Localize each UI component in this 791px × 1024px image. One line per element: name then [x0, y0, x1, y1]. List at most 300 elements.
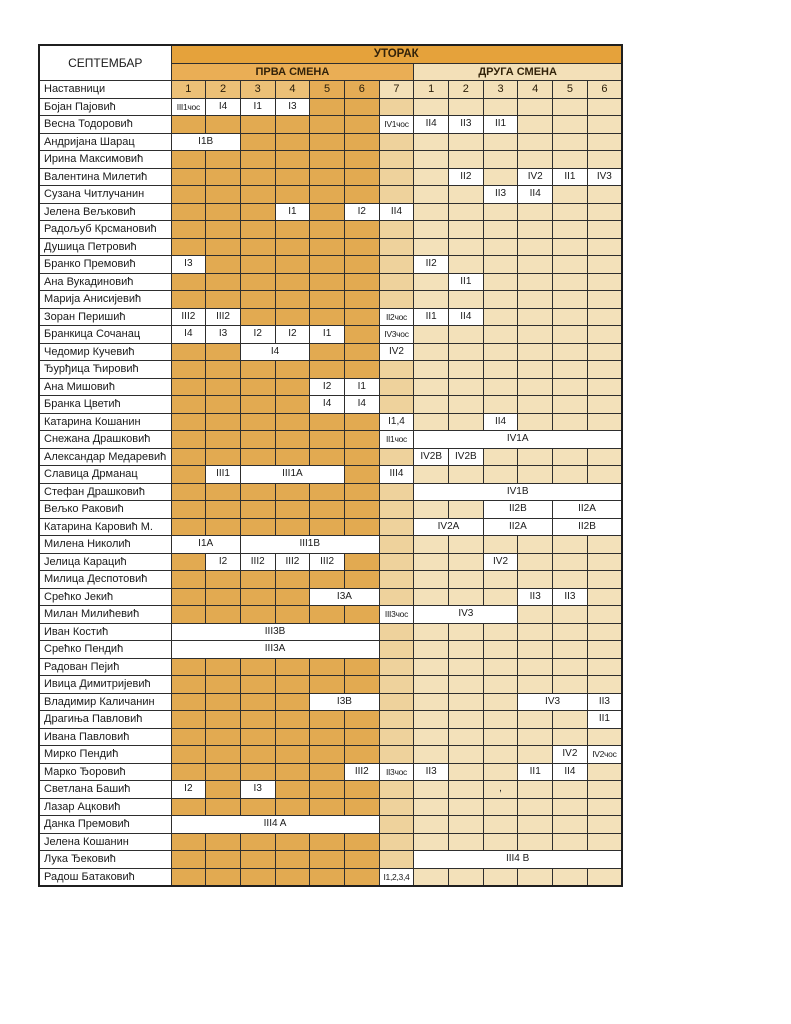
empty-cell: [449, 326, 484, 344]
empty-cell: [449, 676, 484, 694]
empty-cell: [206, 361, 241, 379]
teacher-row: [39, 308, 622, 326]
teacher-row: [39, 361, 622, 379]
empty-cell: [206, 256, 241, 274]
empty-cell: [240, 728, 275, 746]
empty-cell: [275, 378, 310, 396]
empty-cell: [379, 256, 414, 274]
empty-cell: [240, 221, 275, 239]
empty-cell: [518, 466, 553, 484]
empty-cell: [344, 116, 379, 134]
empty-cell: [449, 623, 484, 641]
empty-cell: [344, 256, 379, 274]
empty-cell: [379, 221, 414, 239]
schedule-cell: IV3: [587, 168, 622, 186]
empty-cell: [449, 728, 484, 746]
empty-cell: [206, 711, 241, 729]
shift1-period-1: 1: [171, 81, 206, 99]
teacher-name: Зоран Перишић: [39, 308, 171, 326]
empty-cell: [518, 273, 553, 291]
schedule-cell: III4: [379, 466, 414, 484]
empty-cell: [379, 728, 414, 746]
schedule-cell: I2: [275, 326, 310, 344]
empty-cell: [344, 168, 379, 186]
empty-cell: [587, 378, 622, 396]
empty-cell: [310, 273, 345, 291]
schedule-cell: II2A: [483, 518, 552, 536]
empty-cell: [449, 693, 484, 711]
empty-cell: [483, 203, 518, 221]
empty-cell: [553, 833, 588, 851]
empty-cell: [344, 501, 379, 519]
empty-cell: [449, 221, 484, 239]
schedule-cell: II1чос: [379, 431, 414, 449]
empty-cell: [518, 816, 553, 834]
shift1-period-5: 5: [310, 81, 345, 99]
empty-cell: [483, 151, 518, 169]
teacher-name: Валентина Милетић: [39, 168, 171, 186]
teacher-name: Катарина Каровић М.: [39, 518, 171, 536]
schedule-cell: II2A: [553, 501, 622, 519]
empty-cell: [449, 151, 484, 169]
empty-cell: [518, 378, 553, 396]
empty-cell: [206, 186, 241, 204]
empty-cell: [344, 413, 379, 431]
schedule-cell: IV2: [553, 746, 588, 764]
empty-cell: [449, 238, 484, 256]
empty-cell: [449, 203, 484, 221]
empty-cell: [240, 833, 275, 851]
teacher-name: Сузана Читлучанин: [39, 186, 171, 204]
empty-cell: [344, 98, 379, 116]
empty-cell: [449, 746, 484, 764]
schedule-cell: III2: [344, 763, 379, 781]
empty-cell: [483, 676, 518, 694]
empty-cell: [240, 658, 275, 676]
empty-cell: [553, 676, 588, 694]
empty-cell: [240, 763, 275, 781]
empty-cell: [310, 291, 345, 309]
empty-cell: [344, 361, 379, 379]
empty-cell: [344, 781, 379, 799]
teacher-name: Светлана Башић: [39, 781, 171, 799]
empty-cell: [379, 273, 414, 291]
empty-cell: [379, 798, 414, 816]
empty-cell: [206, 571, 241, 589]
empty-cell: [587, 221, 622, 239]
empty-cell: [275, 168, 310, 186]
empty-cell: [379, 448, 414, 466]
empty-cell: [414, 571, 449, 589]
empty-cell: [379, 133, 414, 151]
teacher-row: [39, 711, 622, 729]
empty-cell: [449, 396, 484, 414]
empty-cell: [379, 676, 414, 694]
empty-cell: [275, 413, 310, 431]
empty-cell: [344, 833, 379, 851]
schedule-cell: I4: [171, 326, 206, 344]
empty-cell: [171, 711, 206, 729]
empty-cell: [414, 343, 449, 361]
schedule-cell: II3: [483, 186, 518, 204]
empty-cell: [587, 781, 622, 799]
schedule-cell: III1чос: [171, 98, 206, 116]
empty-cell: [240, 571, 275, 589]
empty-cell: [344, 291, 379, 309]
schedule-cell: III2: [171, 308, 206, 326]
empty-cell: [379, 781, 414, 799]
empty-cell: [310, 98, 345, 116]
empty-cell: [449, 413, 484, 431]
shift2-period-4: 4: [518, 81, 553, 99]
empty-cell: [171, 186, 206, 204]
empty-cell: [414, 291, 449, 309]
empty-cell: [206, 203, 241, 221]
empty-cell: [275, 658, 310, 676]
schedule-cell: II2B: [483, 501, 552, 519]
empty-cell: [414, 798, 449, 816]
empty-cell: [206, 273, 241, 291]
teacher-name: Радован Пејић: [39, 658, 171, 676]
empty-cell: [483, 763, 518, 781]
empty-cell: [414, 151, 449, 169]
empty-cell: [171, 606, 206, 624]
empty-cell: [310, 763, 345, 781]
empty-cell: [587, 238, 622, 256]
teacher-name: Јелена Вељковић: [39, 203, 171, 221]
empty-cell: [587, 273, 622, 291]
empty-cell: [275, 763, 310, 781]
shift2-period-5: 5: [553, 81, 588, 99]
empty-cell: [310, 798, 345, 816]
empty-cell: [553, 291, 588, 309]
empty-cell: [379, 851, 414, 869]
empty-cell: [553, 98, 588, 116]
empty-cell: [171, 571, 206, 589]
schedule-cell: IV2чос: [587, 746, 622, 764]
empty-cell: [240, 361, 275, 379]
schedule-cell: I4: [310, 396, 345, 414]
schedule-cell: IV3: [518, 693, 587, 711]
empty-cell: [171, 431, 206, 449]
empty-cell: [449, 536, 484, 554]
empty-cell: [414, 98, 449, 116]
schedule-cell: III1: [206, 466, 241, 484]
empty-cell: [310, 518, 345, 536]
schedule-cell: III4 A: [171, 816, 379, 834]
empty-cell: [553, 798, 588, 816]
empty-cell: [379, 588, 414, 606]
empty-cell: [483, 711, 518, 729]
empty-cell: [310, 781, 345, 799]
empty-cell: [587, 798, 622, 816]
empty-cell: [414, 553, 449, 571]
empty-cell: [414, 203, 449, 221]
empty-cell: [379, 711, 414, 729]
empty-cell: [275, 238, 310, 256]
empty-cell: [206, 448, 241, 466]
empty-cell: [206, 483, 241, 501]
empty-cell: [414, 361, 449, 379]
teacher-row: [39, 676, 622, 694]
empty-cell: [310, 746, 345, 764]
empty-cell: [414, 676, 449, 694]
empty-cell: [587, 151, 622, 169]
empty-cell: [587, 361, 622, 379]
teacher-name: Милена Николић: [39, 536, 171, 554]
empty-cell: [483, 798, 518, 816]
empty-cell: [483, 466, 518, 484]
empty-cell: [483, 343, 518, 361]
schedule-cell: I3: [240, 781, 275, 799]
empty-cell: [171, 483, 206, 501]
empty-cell: [449, 571, 484, 589]
teacher-row: [39, 396, 622, 414]
teachers-column-header: Наставници: [39, 81, 171, 99]
empty-cell: [414, 413, 449, 431]
empty-cell: [483, 693, 518, 711]
empty-cell: [310, 133, 345, 151]
empty-cell: [518, 396, 553, 414]
empty-cell: [414, 326, 449, 344]
empty-cell: [206, 343, 241, 361]
empty-cell: [206, 518, 241, 536]
schedule-cell: I4: [344, 396, 379, 414]
teacher-name: Андријана Шарац: [39, 133, 171, 151]
empty-cell: [553, 133, 588, 151]
teacher-name: Ивана Павловић: [39, 728, 171, 746]
teacher-row: [39, 693, 622, 711]
empty-cell: [483, 816, 518, 834]
empty-cell: [275, 728, 310, 746]
empty-cell: [553, 203, 588, 221]
empty-cell: [240, 868, 275, 886]
schedule-cell: II3: [518, 588, 553, 606]
schedule-cell: II4: [553, 763, 588, 781]
schedule-cell: IV1чос: [379, 116, 414, 134]
empty-cell: [310, 658, 345, 676]
empty-cell: [553, 326, 588, 344]
empty-cell: [240, 186, 275, 204]
empty-cell: [206, 151, 241, 169]
empty-cell: [275, 676, 310, 694]
empty-cell: [449, 658, 484, 676]
empty-cell: [483, 378, 518, 396]
empty-cell: [414, 728, 449, 746]
empty-cell: [518, 361, 553, 379]
empty-cell: [518, 291, 553, 309]
empty-cell: [171, 868, 206, 886]
empty-cell: [240, 291, 275, 309]
schedule-cell: I4: [240, 343, 309, 361]
empty-cell: [379, 361, 414, 379]
empty-cell: [483, 833, 518, 851]
empty-cell: [171, 746, 206, 764]
schedule-cell: III2: [275, 553, 310, 571]
empty-cell: [587, 256, 622, 274]
empty-cell: [344, 238, 379, 256]
empty-cell: [171, 378, 206, 396]
teacher-row: [39, 221, 622, 239]
empty-cell: [449, 641, 484, 659]
empty-cell: [379, 396, 414, 414]
schedule-cell: IV1B: [414, 483, 622, 501]
empty-cell: [310, 151, 345, 169]
schedule-cell: II1: [483, 116, 518, 134]
empty-cell: [171, 833, 206, 851]
schedule-cell: IV2B: [449, 448, 484, 466]
empty-cell: [518, 343, 553, 361]
teacher-row: [39, 851, 622, 869]
empty-cell: [206, 221, 241, 239]
shift1-header: ПРВА СМЕНА: [171, 63, 414, 81]
empty-cell: [171, 553, 206, 571]
empty-cell: [414, 501, 449, 519]
schedule-cell: I1,4: [379, 413, 414, 431]
teacher-name: Стефан Драшковић: [39, 483, 171, 501]
empty-cell: [206, 851, 241, 869]
empty-cell: [379, 816, 414, 834]
empty-cell: [483, 658, 518, 676]
empty-cell: [449, 256, 484, 274]
schedule-cell: IV2: [379, 343, 414, 361]
empty-cell: [344, 431, 379, 449]
empty-cell: [483, 746, 518, 764]
empty-cell: [414, 221, 449, 239]
empty-cell: [518, 326, 553, 344]
empty-cell: [553, 711, 588, 729]
empty-cell: [240, 851, 275, 869]
empty-cell: [344, 571, 379, 589]
empty-cell: [240, 798, 275, 816]
teacher-row: [39, 623, 622, 641]
empty-cell: [483, 98, 518, 116]
empty-cell: [553, 606, 588, 624]
empty-cell: [553, 623, 588, 641]
empty-cell: [518, 238, 553, 256]
teacher-name: Радош Батаковић: [39, 868, 171, 886]
empty-cell: [379, 833, 414, 851]
teacher-row: [39, 868, 622, 886]
empty-cell: [310, 833, 345, 851]
teacher-name: Снежана Драшковић: [39, 431, 171, 449]
schedule-cell: IV2B: [414, 448, 449, 466]
empty-cell: [449, 798, 484, 816]
empty-cell: [344, 133, 379, 151]
empty-cell: [449, 781, 484, 799]
day-header-row: [39, 45, 622, 63]
teacher-name: Марко Ђоровић: [39, 763, 171, 781]
empty-cell: [483, 641, 518, 659]
schedule-cell: II1: [553, 168, 588, 186]
teacher-name: Бранка Цветић: [39, 396, 171, 414]
teacher-row: [39, 553, 622, 571]
empty-cell: [379, 641, 414, 659]
teacher-row: [39, 658, 622, 676]
empty-cell: [449, 833, 484, 851]
empty-cell: [206, 798, 241, 816]
empty-cell: [379, 238, 414, 256]
shift2-period-3: 3: [483, 81, 518, 99]
empty-cell: [206, 763, 241, 781]
empty-cell: [344, 186, 379, 204]
empty-cell: [275, 781, 310, 799]
empty-cell: [310, 606, 345, 624]
teacher-row: [39, 273, 622, 291]
empty-cell: [414, 186, 449, 204]
teacher-row: [39, 378, 622, 396]
empty-cell: [449, 291, 484, 309]
empty-cell: [310, 571, 345, 589]
teacher-name: Ивица Димитријевић: [39, 676, 171, 694]
empty-cell: [414, 658, 449, 676]
schedule-cell: I3: [275, 98, 310, 116]
schedule-cell: I3B: [310, 693, 379, 711]
teacher-name: Драгиња Павловић: [39, 711, 171, 729]
empty-cell: [275, 361, 310, 379]
schedule-cell: II3: [449, 116, 484, 134]
schedule-cell: I2: [171, 781, 206, 799]
empty-cell: [275, 133, 310, 151]
empty-cell: [587, 343, 622, 361]
empty-cell: [414, 536, 449, 554]
empty-cell: [587, 326, 622, 344]
schedule-cell: I2: [206, 553, 241, 571]
empty-cell: [518, 658, 553, 676]
empty-cell: [275, 868, 310, 886]
empty-cell: [379, 623, 414, 641]
schedule-cell: II3: [553, 588, 588, 606]
empty-cell: [275, 588, 310, 606]
empty-cell: [206, 658, 241, 676]
empty-cell: [171, 203, 206, 221]
schedule-cell: II4: [379, 203, 414, 221]
empty-cell: [206, 431, 241, 449]
empty-cell: [414, 816, 449, 834]
empty-cell: [379, 693, 414, 711]
teacher-name: Лазар Ацковић: [39, 798, 171, 816]
empty-cell: [206, 501, 241, 519]
teacher-name: Јелица Карацић: [39, 553, 171, 571]
empty-cell: [553, 868, 588, 886]
empty-cell: [483, 868, 518, 886]
shift1-period-3: 3: [240, 81, 275, 99]
empty-cell: [414, 588, 449, 606]
empty-cell: [275, 116, 310, 134]
schedule-cell: IV3: [414, 606, 518, 624]
empty-cell: [275, 448, 310, 466]
schedule-cell: I2: [310, 378, 345, 396]
empty-cell: [449, 466, 484, 484]
empty-cell: [449, 98, 484, 116]
schedule-cell: III3чос: [379, 606, 414, 624]
empty-cell: [275, 396, 310, 414]
empty-cell: [206, 291, 241, 309]
empty-cell: [518, 116, 553, 134]
empty-cell: [518, 553, 553, 571]
empty-cell: [275, 431, 310, 449]
month-title: СЕПТЕМБАР: [39, 45, 171, 81]
empty-cell: [449, 186, 484, 204]
teacher-name: Бојан Пајовић: [39, 98, 171, 116]
empty-cell: [206, 781, 241, 799]
empty-cell: [310, 728, 345, 746]
empty-cell: [171, 273, 206, 291]
empty-cell: [275, 273, 310, 291]
empty-cell: [518, 256, 553, 274]
empty-cell: [275, 256, 310, 274]
empty-cell: [553, 151, 588, 169]
